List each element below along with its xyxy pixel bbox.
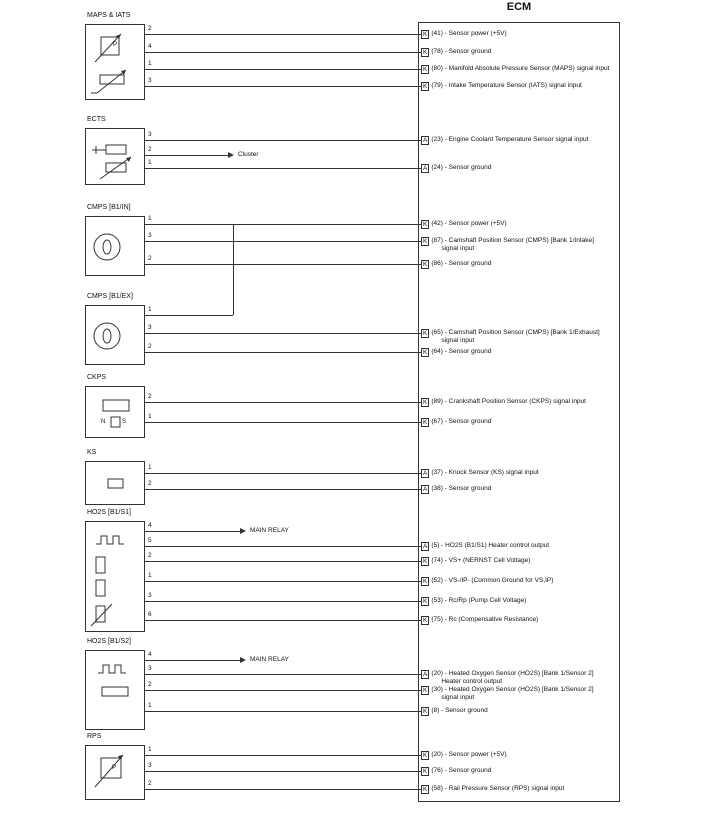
ecm-pin-letter: K (423, 83, 428, 90)
ecm-pin-desc: (20) - Heated Oxygen Sensor (HO2S) [Bank 1/Sensor 2] (431, 670, 594, 677)
ecm-pin-letter: K (423, 558, 428, 565)
ecm-pin-row (421, 785, 619, 794)
wire (145, 561, 421, 562)
ecm-pin-desc: (67) - Sensor ground (431, 418, 492, 425)
ecm-pin-letter: A (423, 165, 428, 172)
ecm-pin-letter: K (423, 399, 428, 406)
wire (145, 422, 421, 423)
ecm-pin-row (421, 616, 619, 625)
ecm-pin-desc: (64) - Sensor ground (431, 348, 492, 355)
cmps-icon (86, 217, 146, 277)
ecm-pin-desc-line2: signal input (441, 694, 475, 701)
ecm-pin-desc: (30) - Heated Oxygen Sensor (HO2S) [Bank 1/Sensor 2] (431, 686, 594, 693)
connector-box (85, 305, 145, 365)
wire (145, 241, 421, 242)
ho2s-4cell-icon (86, 522, 146, 633)
connector-pin-number: 6 (148, 611, 152, 618)
wire (145, 155, 228, 156)
ecm-pin-row (421, 597, 619, 606)
connector-label: CMPS [B1/IN] (87, 204, 131, 211)
ecm-pin-row (421, 686, 619, 702)
ecm-pin-desc: (24) - Sensor ground (431, 164, 492, 171)
ecm-pin-row (421, 348, 619, 357)
connector-pin-number: 1 (148, 464, 152, 471)
ecm-pin-letter: K (423, 752, 428, 759)
wire (145, 352, 421, 353)
wire (145, 402, 421, 403)
connector-label: CMPS [B1/EX] (87, 293, 133, 300)
ecm-pin-letter: K (423, 261, 428, 268)
wire (145, 34, 421, 35)
wire (145, 674, 421, 675)
wire-destination-label: MAIN RELAY (250, 656, 289, 663)
connector-label: CKPS (87, 374, 107, 381)
ecm-pin-row (421, 577, 619, 586)
connector-pin-number: 3 (148, 324, 152, 331)
connector-pin-number: 4 (148, 651, 152, 658)
ecm-pin-row (421, 329, 619, 345)
wire (145, 168, 421, 169)
wire (145, 264, 421, 265)
connector-label: KS (87, 449, 97, 456)
ecm-pin-desc: (42) - Sensor power (+5V) (431, 220, 507, 227)
ecm-pin-row (421, 82, 619, 91)
ecm-pin-desc: (78) - Sensor ground (431, 48, 492, 55)
ecm-pin-desc: (58) - Rail Pressure Sensor (RPS) signal input (431, 785, 565, 792)
ecm-pin-desc: (74) - VS+ (NERNST Cell Voltage) (431, 557, 531, 564)
ecm-pin-desc: (87) - Camshaft Position Sensor (CMPS) [Bank 1/Intake] (431, 237, 594, 244)
ecm-pin-letter: K (423, 31, 428, 38)
ecm-pin-row (421, 767, 619, 776)
wire (145, 711, 421, 712)
ecm-pin-row (421, 398, 619, 407)
ecm-pin-letter: K (423, 238, 428, 245)
ecm-pin-letter: A (423, 470, 428, 477)
wire (145, 771, 421, 772)
connector-pin-number: 3 (148, 77, 152, 84)
ecm-title: ECM (506, 1, 532, 13)
ecm-pin-desc: (41) - Sensor power (+5V) (431, 30, 507, 37)
maps-iats-icon (86, 25, 146, 101)
junction-wire (233, 224, 234, 315)
connector-pin-number: 1 (148, 746, 152, 753)
connector-pin-number: 2 (148, 255, 152, 262)
ecm-pin-letter: K (423, 786, 428, 793)
connector-box (85, 386, 145, 438)
symbol-letter: N (101, 419, 106, 425)
ecm-pin-desc: (37) - Knock Sensor (KS) signal input (431, 469, 539, 476)
connector-pin-number: 2 (148, 25, 152, 32)
connector-pin-number: 2 (148, 343, 152, 350)
ecm-pin-row (421, 557, 619, 566)
ecm-pin-desc: (89) - Crankshaft Position Sensor (CKPS) signal input (431, 398, 586, 405)
ecm-pin-desc: (5) - HO2S (B1/S1) Heater control output (431, 542, 550, 549)
ecm-pin-row (421, 65, 619, 74)
ecm-pin-letter: A (423, 486, 428, 493)
connector-box (85, 745, 145, 800)
ecm-pin-desc: (75) - Rc (Compensative Resistance) (431, 616, 539, 623)
connector-pin-number: 1 (148, 413, 152, 420)
ecm-pin-letter: K (423, 221, 428, 228)
rps-icon (86, 746, 146, 801)
wire (145, 660, 240, 661)
connector-pin-number: 2 (148, 480, 152, 487)
ecm-pin-letter: K (423, 66, 428, 73)
ecm-pin-desc: (79) - Intake Temperature Sensor (IATS) signal input (431, 82, 582, 89)
cmps-icon (86, 306, 146, 366)
wire (145, 140, 421, 141)
symbol-letter: P (112, 765, 117, 771)
connector-pin-number: 5 (148, 537, 152, 544)
ecm-pin-letter: K (423, 419, 428, 426)
ecm-pin-letter: K (423, 768, 428, 775)
connector-pin-number: 3 (148, 762, 152, 769)
connector-pin-number: 1 (148, 702, 152, 709)
ecm-pin-desc: (65) - Camshaft Position Sensor (CMPS) [Bank 1/Exhaust] (431, 329, 600, 336)
ecm-pin-row (421, 30, 619, 39)
connector-pin-number: 1 (148, 215, 152, 222)
ecm-pin-desc-line2: signal input (441, 337, 475, 344)
ecm-pin-row (421, 48, 619, 57)
ecm-pin-letter: A (423, 671, 428, 678)
ecm-pin-desc: (8) - Sensor ground (431, 707, 488, 714)
ecm-pin-letter: K (423, 598, 428, 605)
ecm-pin-row (421, 220, 619, 229)
ecm-pin-desc: (38) - Sensor ground (431, 485, 492, 492)
wire (145, 52, 421, 53)
connector-pin-number: 2 (148, 393, 152, 400)
connector-pin-number: 4 (148, 43, 152, 50)
ecm-pin-letter: K (423, 617, 428, 624)
wire (145, 601, 421, 602)
connector-pin-number: 2 (148, 552, 152, 559)
ecm-pin-desc-line2: Heater control output (441, 678, 503, 685)
connector-pin-number: 2 (148, 146, 152, 153)
wire (145, 546, 421, 547)
wire-destination-label: Cluster (238, 151, 259, 158)
wire (145, 581, 421, 582)
ecm-pin-row (421, 469, 619, 478)
connector-box (85, 24, 145, 100)
ecm-pin-desc-line2: signal input (441, 245, 475, 252)
connector-pin-number: 2 (148, 780, 152, 787)
connector-box (85, 216, 145, 276)
connector-pin-number: 1 (148, 572, 152, 579)
ckps-icon (86, 387, 146, 439)
wire (145, 690, 421, 691)
connector-pin-number: 1 (148, 60, 152, 67)
connector-box (85, 461, 145, 505)
ecm-pin-desc: (80) - Manifold Absolute Pressure Sensor (MAPS) signal input (431, 65, 610, 72)
ecm-pin-desc: (86) - Sensor ground (431, 260, 492, 267)
ecm-pin-row (421, 260, 619, 269)
ecm-pin-row (421, 707, 619, 716)
ecm-pin-letter: K (423, 349, 428, 356)
connector-pin-number: 3 (148, 665, 152, 672)
wire (145, 531, 240, 532)
ects-icon (86, 129, 146, 186)
ecm-pin-row (421, 542, 619, 551)
ecm-pin-row (421, 237, 619, 253)
connector-pin-number: 3 (148, 592, 152, 599)
connector-box (85, 128, 145, 185)
ecm-pin-letter: K (423, 687, 428, 694)
ecm-pin-desc: (52) - VS-/IP- (Common Ground for VS,IP) (431, 577, 554, 584)
symbol-letter: S (122, 419, 127, 425)
wire (145, 315, 233, 316)
connector-pin-number: 2 (148, 681, 152, 688)
arrow-right-icon (240, 657, 246, 663)
ecm-pin-letter: K (423, 49, 428, 56)
ecm-pin-row (421, 136, 619, 145)
connector-box (85, 521, 145, 632)
ecm-pin-letter: K (423, 708, 428, 715)
connector-pin-number: 4 (148, 522, 152, 529)
arrow-right-icon (240, 528, 246, 534)
wire-destination-label: MAIN RELAY (250, 527, 289, 534)
connector-label: MAPS & IATS (87, 12, 131, 19)
connector-label: HO2S [B1/S2] (87, 638, 131, 645)
ks-icon (86, 462, 146, 506)
ecm-pin-desc: (53) - Rc/Rp (Pump Cell Voltage) (431, 597, 527, 604)
wire (145, 333, 421, 334)
wire (145, 224, 421, 225)
connector-label: ECTS (87, 116, 106, 123)
ecm-pin-row (421, 418, 619, 427)
wire (145, 69, 421, 70)
ecm-pin-row (421, 751, 619, 760)
ecm-pin-letter: A (423, 137, 428, 144)
connector-pin-number: 3 (148, 232, 152, 239)
wire (145, 789, 421, 790)
connector-label: HO2S [B1/S1] (87, 509, 131, 516)
wire (145, 489, 421, 490)
ecm-pin-desc: (23) - Engine Coolant Temperature Sensor signal input (431, 136, 589, 143)
ecm-pin-desc: (76) - Sensor ground (431, 767, 492, 774)
wire (145, 86, 421, 87)
ecm-pin-row (421, 670, 619, 686)
wire (145, 755, 421, 756)
ecm-pin-letter: K (423, 578, 428, 585)
ho2s-2cell-icon (86, 651, 146, 731)
connector-pin-number: 1 (148, 306, 152, 313)
ecm-pin-desc: (20) - Sensor power (+5V) (431, 751, 507, 758)
ecm-pin-letter: K (423, 330, 428, 337)
connector-box (85, 650, 145, 730)
connector-pin-number: 1 (148, 159, 152, 166)
wire (145, 620, 421, 621)
ecm-pin-row (421, 485, 619, 494)
arrow-right-icon (228, 152, 234, 158)
symbol-letter: P (113, 42, 118, 48)
ecm-pin-row (421, 164, 619, 173)
connector-pin-number: 3 (148, 131, 152, 138)
wire (145, 473, 421, 474)
connector-label: RPS (87, 733, 102, 740)
ecm-pin-letter: A (423, 543, 428, 550)
